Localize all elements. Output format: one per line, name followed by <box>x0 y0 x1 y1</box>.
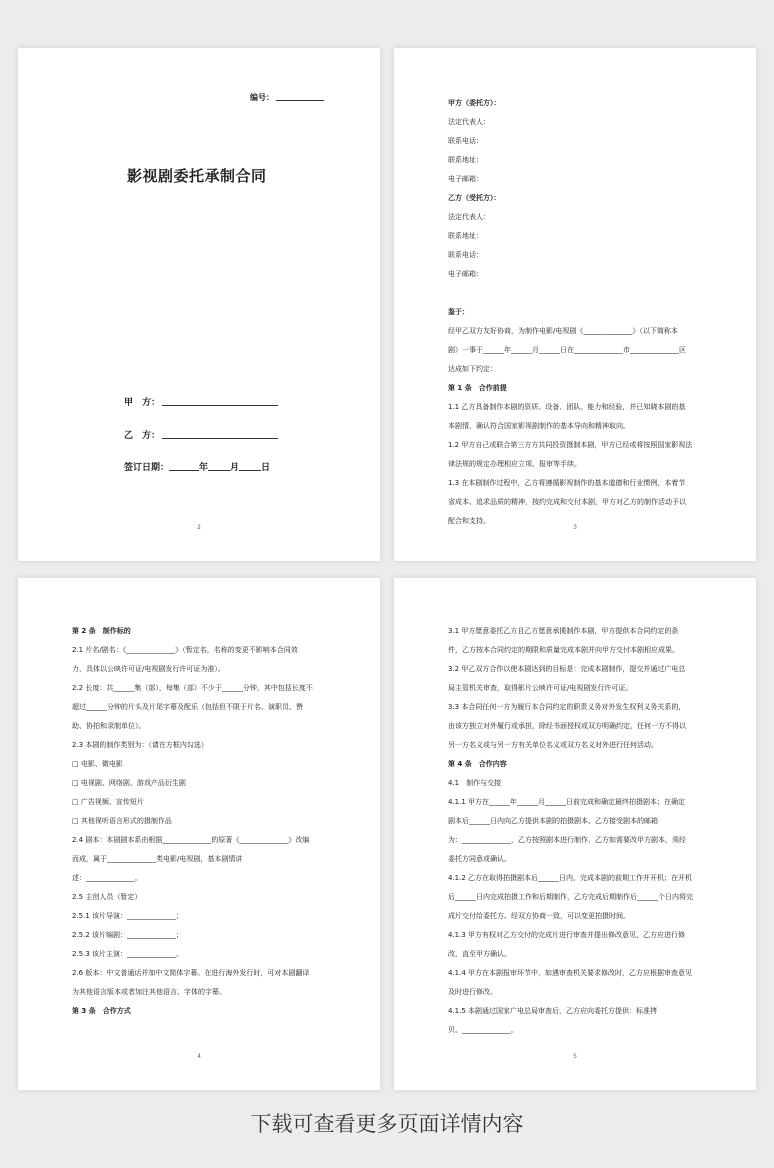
page-5 <box>394 578 756 1090</box>
cover-page <box>18 48 380 561</box>
text-line <box>448 284 706 303</box>
text-line: 贝、______________。 <box>448 1026 518 1034</box>
text-line: 后______日内完成拍摄工作和后期制作，乙方完成后期制作后______个日内将完 <box>448 893 693 901</box>
text-line: 件，乙方按本合同约定的期限和质量完成本剧并向甲方交付本剧相应成果。 <box>448 646 679 654</box>
page-number: 4 <box>197 1053 201 1060</box>
page-number: 2 <box>197 524 201 531</box>
party-b-line <box>124 428 278 441</box>
text-line: 法定代表人： <box>448 118 490 126</box>
text-line: 2.5.3 该片主演：______________。 <box>72 950 184 958</box>
text-line: 4.1.2 乙方在取得拍摄剧本后______日内，完成本剧的前期工作并开机；在开机 <box>448 874 693 882</box>
text-line: 1.2 甲方自己或联合第三方方共同投资摄制本剧，甲方已经或将按照国家影视法 <box>448 441 693 449</box>
text-line: 2.5.2 该片编剧：______________； <box>72 931 184 939</box>
text-line: □ 广告视频、宣传短片 <box>72 798 144 806</box>
text-line: 超过______分钟的片头及片尾字幕及配乐（包括但不限于片名、演职员、赞 <box>72 703 303 711</box>
text-line: 配合和支持。 <box>448 517 490 525</box>
month-label: 月 <box>230 463 240 473</box>
text-line: 2.5.1 该片导演：______________； <box>72 912 184 920</box>
text-line: 联系电话： <box>448 137 483 145</box>
text-line: 述：______________。 <box>72 874 142 882</box>
text-line: 为：______________，乙方按照剧本进行制作，乙方如需要改甲方剧本，须经 <box>448 836 686 844</box>
page-3 <box>394 48 756 561</box>
text-line: 另一方名义或与另一方有关单位名义或双方名义对外进行任何活动。 <box>448 741 658 749</box>
text-line: 2.6 版本：中文普通话并加中文简体字幕。在进行海外发行时，可对本剧翻译 <box>72 969 310 977</box>
text-line: 省成本、追求品质的精神，按约完成和交付本剧，甲方对乙方的制作活动予以 <box>448 498 686 506</box>
text-line: 4.1.4 甲方在本剧报审环节中，如遇审查机关要求修改时，乙方应根据审查意见 <box>448 969 693 977</box>
page-4 <box>18 578 380 1090</box>
section-heading: 鉴于： <box>448 308 469 316</box>
day-label: 日 <box>261 463 271 473</box>
page-number: 5 <box>573 1053 577 1060</box>
section-heading: 第 3 条 合作方式 <box>72 1007 131 1015</box>
day-blank <box>239 462 261 471</box>
text-line: 达成如下约定： <box>448 365 497 373</box>
text-line: 改，直至甲方确认。 <box>448 950 511 958</box>
text-line: 联系电话： <box>448 251 483 259</box>
text-line: 剧本后______日内向乙方提供本剧的拍摄剧本、乙方接受剧本的邮箱 <box>448 817 658 825</box>
text-line: 律法规的规定办理相应立项、报审等手续。 <box>448 460 581 468</box>
month-blank <box>208 462 230 471</box>
party-a-line <box>124 395 278 408</box>
text-line: 1.1 乙方具备制作本剧的资质、设备、团队、能力和经验，并已知晓本剧的基 <box>448 403 686 411</box>
section-heading: 第 4 条 合作内容 <box>448 760 507 768</box>
text-line: 电子邮箱： <box>448 270 483 278</box>
party-a-label: 甲 方： <box>124 398 161 408</box>
page-3-content <box>448 94 706 531</box>
text-line: 1.3 在本剧制作过程中，乙方将遵循影视制作的基本道德和行业惯例，本着节 <box>448 479 686 487</box>
year-label: 年 <box>199 463 209 473</box>
text-line: 法定代表人： <box>448 213 490 221</box>
text-line: 力，具体以公映许可证/电视剧发行许可证为准）。 <box>72 665 225 673</box>
text-line: 4.1.1 甲方在______年______月______日前完成和确定最终拍摄剧本；在确定 <box>448 798 686 806</box>
section-heading: 第 2 条 制作标的 <box>72 627 131 635</box>
section-heading: 第 1 条 合作前提 <box>448 384 507 392</box>
text-line: 2.3 本剧的制作类别为：（请在方框内勾选） <box>72 741 208 749</box>
party-b-blank <box>162 430 278 439</box>
text-line: 而成，属于______________类电影/电视剧，基本剧情讲 <box>72 855 243 863</box>
page-number: 3 <box>573 524 577 531</box>
text-line: 经甲乙双方友好协商，为制作电影/电视剧《______________》（以下简称本 <box>448 327 678 335</box>
party-b-label: 乙 方： <box>124 431 161 441</box>
text-line: 助、协拍和录制单位）。 <box>72 722 146 730</box>
text-line: □ 电视剧、网络剧、游戏产品衍生剧 <box>72 779 186 787</box>
text-line: 3.2 甲乙双方合作以使本剧达到的目标是：完成本剧制作，提交并通过广电总 <box>448 665 686 673</box>
section-heading: 甲方（委托方）： <box>448 99 501 107</box>
contract-number-blank <box>276 92 324 101</box>
page-4-content <box>72 622 330 1021</box>
text-line: 为其他语言版本或者加注其他语言、字体的字幕。 <box>72 988 226 996</box>
contract-title: 影视剧委托承制合同 <box>127 167 267 185</box>
text-line: 3.3 本合同任何一方为履行本合同约定的职责义务对外发生权利义务关系的， <box>448 703 686 711</box>
text-line: 成片交付给委托方。经双方协商一致，可以变更拍摄时间。 <box>448 912 630 920</box>
text-line: 3.1 甲方愿意委托乙方且乙方愿意承揽制作本剧，甲方提供本合同约定的条 <box>448 627 679 635</box>
sign-date-line <box>124 460 270 473</box>
text-line: 4.1.5 本剧通过国家广电总局审查后，乙方应向委托方提供：标准拷 <box>448 1007 658 1015</box>
text-line: □ 其他视听语言形式的摄制作品 <box>72 817 172 825</box>
text-line: □ 电影、微电影 <box>72 760 123 768</box>
text-line: 2.1 片名/剧名：《______________》（暂定名，名称的变更不影响本合同效 <box>72 646 298 654</box>
text-line: 2.2 长度：共______集（部），每集（部）不少于______分钟，其中包括长度不 <box>72 684 313 692</box>
text-line: 及时进行修改。 <box>448 988 497 996</box>
sign-date-label: 签订日期： <box>124 463 170 473</box>
text-line: 2.4 剧本：本剧剧本系由根据______________的原著《______________》改编 <box>72 836 310 844</box>
page-5-content <box>448 622 706 1040</box>
text-line: 本剧情，确认符合国家影视剧制作的基本导向和精神取向。 <box>448 422 630 430</box>
party-a-blank <box>162 397 278 406</box>
text-line: 剧）一事于______年______月______日在______________市______________区 <box>448 346 686 354</box>
text-line: 由该方独立对外履行或承担，除经书面授权或双方明确约定，任何一方不得以 <box>448 722 686 730</box>
text-line: 局主管机关审查，取得影片公映许可证/电视剧发行许可证。 <box>448 684 633 692</box>
text-line: 电子邮箱： <box>448 175 483 183</box>
year-blank <box>169 462 199 471</box>
text-line: 4.1 制作与交接 <box>448 779 502 787</box>
download-more-caption: 下载可查看更多页面详情内容 <box>250 1112 524 1136</box>
text-line: 委托方同意或确认。 <box>448 855 511 863</box>
contract-number-label: 编号： <box>250 93 274 102</box>
contract-number <box>250 92 324 103</box>
text-line: 联系地址： <box>448 156 483 164</box>
text-line: 联系地址： <box>448 232 483 240</box>
section-heading: 乙方（受托方）： <box>448 194 501 202</box>
text-line: 4.1.3 甲方有权对乙方交付的完成片进行审查并提出修改意见，乙方应进行修 <box>448 931 686 939</box>
text-line: 2.5 主创人员（暂定） <box>72 893 142 901</box>
